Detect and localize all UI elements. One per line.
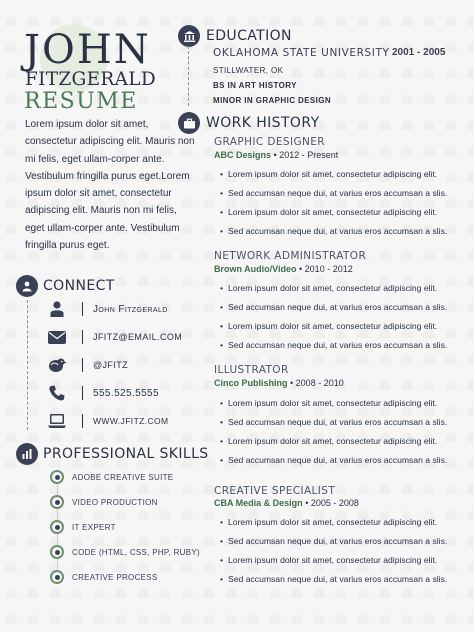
- job-bullet: • Lorem ipsum dolor sit amet, consectetur adipiscing elit.: [220, 517, 437, 527]
- divider: [82, 414, 83, 428]
- skill-bullet-icon: [50, 545, 64, 559]
- job-bullet: • Sed accumsan neque dui, at varius eros accumsan a slis.: [220, 417, 447, 427]
- job-company: Brown Audio/Video: [214, 264, 297, 274]
- phone-icon: [46, 382, 68, 404]
- job-bullet: • Sed accumsan neque dui, at varius eros accumsan a slis.: [220, 574, 447, 584]
- education-section-icon: [178, 25, 200, 47]
- school-location: STILLWATER, OK: [213, 66, 284, 75]
- job-bullet: • Sed accumsan neque dui, at varius eros accumsan a slis.: [220, 188, 447, 198]
- job-meta: Cinco Publishing • 2008 - 2010: [214, 378, 344, 388]
- skill-item: [50, 494, 158, 510]
- divider: [82, 330, 83, 344]
- job-bullet: • Lorem ipsum dolor sit amet, consectetur adipiscing elit.: [220, 436, 437, 446]
- job-company: CBA Media & Design: [214, 498, 303, 508]
- skill-label: CODE (HTML, CSS, PHP, RUBY): [72, 547, 200, 557]
- job-bullet: • Lorem ipsum dolor sit amet, consectetur adipiscing elit.: [220, 283, 437, 293]
- skill-bullet-icon: [50, 470, 64, 484]
- contact-email[interactable]: JFITZ@EMAIL.COM: [93, 332, 183, 342]
- skill-label: ADOBE CREATIVE SUITE: [72, 472, 174, 482]
- job-bullet: • Lorem ipsum dolor sit amet, consectetur adipiscing elit.: [220, 207, 437, 217]
- degree: BS IN ART HISTORY: [213, 81, 297, 90]
- job-bullet: • Sed accumsan neque dui, at varius eros accumsan a slis.: [220, 226, 447, 236]
- job-company: ABC Designs: [214, 150, 272, 160]
- contact-website[interactable]: WWW.JFITZ.COM: [93, 416, 169, 426]
- job-title: CREATIVE SPECIALIST: [214, 485, 336, 497]
- school-name: OKLAHOMA STATE UNIVERSITY: [213, 47, 390, 59]
- education-heading: EDUCATION: [206, 28, 292, 44]
- contact-name-row: [46, 298, 168, 320]
- skills-heading: PROFESSIONAL SKILLS: [43, 446, 209, 462]
- job-bullet: • Lorem ipsum dolor sit amet, consectetur adipiscing elit.: [220, 321, 437, 331]
- contact-website-row: [46, 410, 169, 432]
- first-name: JOHN: [24, 27, 151, 73]
- work-heading: WORK HISTORY: [206, 115, 320, 131]
- contact-twitter-row: [46, 354, 128, 376]
- job-title: NETWORK ADMINISTRATOR: [214, 250, 367, 262]
- envelope-icon: [46, 326, 68, 348]
- work-section-icon: [178, 112, 200, 134]
- contact-phone[interactable]: 555.525.5555: [93, 387, 159, 399]
- contact-twitter-handle[interactable]: @JFITZ: [93, 360, 129, 370]
- laptop-icon: [46, 410, 68, 432]
- job-dates: 2010 - 2012: [304, 264, 353, 274]
- contact-phone-row: [46, 382, 159, 404]
- skill-label: VIDEO PRODUCTION: [72, 497, 158, 507]
- skill-bullet-icon: [50, 495, 64, 509]
- job-bullet: • Sed accumsan neque dui, at varius eros accumsan a slis.: [220, 302, 447, 312]
- skills-section-icon: [16, 443, 38, 465]
- job-title: GRAPHIC DESIGNER: [214, 136, 325, 148]
- bird-icon: [46, 354, 68, 376]
- job-bullet: • Sed accumsan neque dui, at varius eros accumsan a slis.: [220, 455, 447, 465]
- job-company: Cinco Publishing: [214, 378, 288, 388]
- connect-heading: CONNECT: [43, 278, 115, 294]
- divider: [82, 386, 83, 400]
- job-meta: CBA Media & Design • 2005 - 2008: [214, 498, 359, 508]
- skill-label: IT EXPERT: [72, 522, 116, 532]
- job-bullet: • Sed accumsan neque dui, at varius eros accumsan a slis.: [220, 340, 447, 350]
- person-icon: [46, 298, 68, 320]
- job-meta: ABC Designs • 2012 - Present: [214, 150, 339, 160]
- skill-item: [50, 544, 200, 560]
- skill-item: [50, 519, 116, 535]
- divider: [82, 302, 83, 316]
- skill-bullet-icon: [50, 570, 64, 584]
- intro-paragraph: Lorem ipsum dolor sit amet, consectetur adipiscing elit. Mauris non mi felis, eget ullam-corper ante. Vestibulum fringilla purus eget.Lorem ipsum dolor sit amet, consectetur adipiscing elit. Mauris non mi felis, eget ullam-corper ante. Vestibulum fringilla purus eget.: [25, 119, 195, 252]
- resume-heading: RESUME: [24, 89, 138, 114]
- minor: MINOR IN GRAPHIC DESIGN: [213, 96, 332, 105]
- education-years: 2001 - 2005: [392, 47, 446, 58]
- job-dates: 2008 - 2010: [295, 378, 344, 388]
- skill-bullet-icon: [50, 520, 64, 534]
- connect-section-icon: [16, 275, 38, 297]
- job-bullet: • Sed accumsan neque dui, at varius eros accumsan a slis.: [220, 536, 447, 546]
- skill-item: [50, 569, 158, 585]
- skill-item: [50, 469, 173, 485]
- job-bullet: • Lorem ipsum dolor sit amet, consectetur adipiscing elit.: [220, 398, 437, 408]
- job-dates: 2005 - 2008: [310, 498, 359, 508]
- contact-name: John Fitzgerald: [93, 303, 168, 315]
- job-bullet: • Lorem ipsum dolor sit amet, consectetur adipiscing elit.: [220, 169, 437, 179]
- job-meta: Brown Audio/Video • 2010 - 2012: [214, 264, 353, 274]
- job-dates: 2012 - Present: [279, 150, 339, 160]
- job-bullet: • Lorem ipsum dolor sit amet, consectetur adipiscing elit.: [220, 555, 437, 565]
- education-timeline: [188, 46, 189, 106]
- contact-email-row: [46, 326, 182, 348]
- skill-label: CREATIVE PROCESS: [72, 572, 158, 582]
- job-title: ILLUSTRATOR: [214, 364, 289, 376]
- connect-timeline: [27, 300, 28, 430]
- middle-name: FITZGERALD: [25, 69, 157, 90]
- divider: [82, 358, 83, 372]
